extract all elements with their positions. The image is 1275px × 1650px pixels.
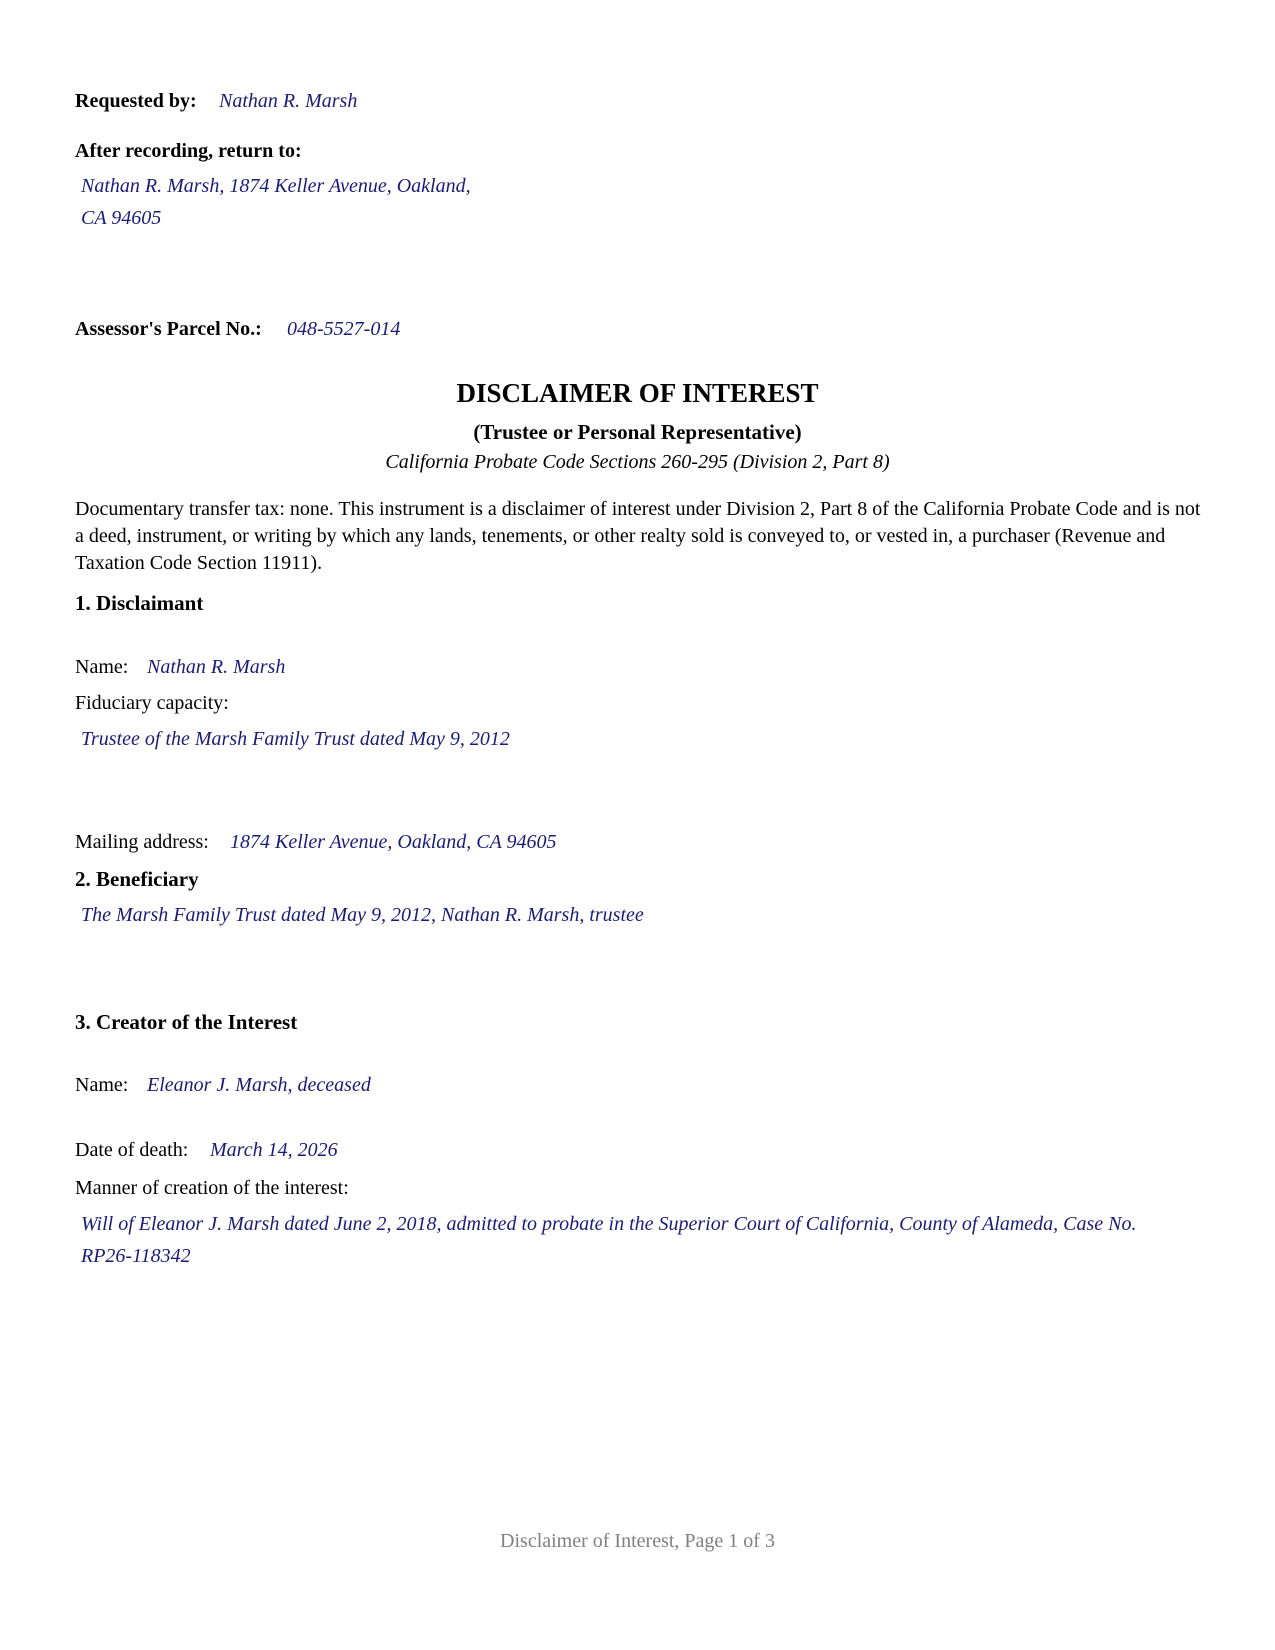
mailing-address-value: 1874 Keller Avenue, Oakland, CA 94605 <box>230 831 557 853</box>
document-title: DISCLAIMER OF INTEREST <box>456 378 819 408</box>
section-2-heading: 2. Beneficiary <box>75 867 199 891</box>
return-to-address-line1: Nathan R. Marsh, 1874 Keller Avenue, Oakland, <box>81 175 471 197</box>
transfer-tax-statement: Documentary transfer tax: none. This instrument is a disclaimer of interest under Division 2, Part 8 of the California Probate Code and is not a deed, instrument, or writing by which any lands, tenements, or other realty sold is conveyed to, or vested in, a purchaser (Revenue and Taxation Code Section 11911). <box>75 498 1201 574</box>
manner-of-creation-line1: Will of Eleanor J. Marsh dated June 2, 2018, admitted to probate in the Superior Court of California, County of Alameda, Case No. <box>81 1213 1137 1235</box>
apn-label: Assessor's Parcel No.: <box>75 318 262 340</box>
document-subtitle: (Trustee or Personal Representative) <box>473 420 802 444</box>
date-of-death-value: March 14, 2026 <box>210 1139 338 1161</box>
requested-by-value: Nathan R. Marsh <box>219 90 358 112</box>
requested-by-label: Requested by: <box>75 90 197 112</box>
fiduciary-capacity-label: Fiduciary capacity: <box>75 692 229 714</box>
creator-name-value: Eleanor J. Marsh, deceased <box>147 1074 371 1096</box>
mailing-address-label: Mailing address: <box>75 831 209 853</box>
disclaimant-name-label: Name: <box>75 656 129 678</box>
disclaimant-name-value: Nathan R. Marsh <box>147 656 286 678</box>
fiduciary-capacity-value: Trustee of the Marsh Family Trust dated May 9, 2012 <box>81 728 510 750</box>
creator-name-label: Name: <box>75 1074 129 1096</box>
return-to-address-line2: CA 94605 <box>81 207 162 229</box>
manner-of-creation-line2: RP26-118342 <box>81 1245 191 1267</box>
return-to-label: After recording, return to: <box>75 140 302 162</box>
section-1-heading: 1. Disclaimant <box>75 591 204 615</box>
apn-value: 048-5527-014 <box>287 318 401 340</box>
code-reference: California Probate Code Sections 260-295 (Division 2, Part 8) <box>385 451 890 473</box>
page-footer: Disclaimer of Interest, Page 1 of 3 <box>500 1530 775 1552</box>
section-3-heading: 3. Creator of the Interest <box>75 1010 298 1034</box>
manner-of-creation-label: Manner of creation of the interest: <box>75 1177 349 1199</box>
beneficiary-value: The Marsh Family Trust dated May 9, 2012, Nathan R. Marsh, trustee <box>81 904 644 926</box>
date-of-death-label: Date of death: <box>75 1139 189 1161</box>
